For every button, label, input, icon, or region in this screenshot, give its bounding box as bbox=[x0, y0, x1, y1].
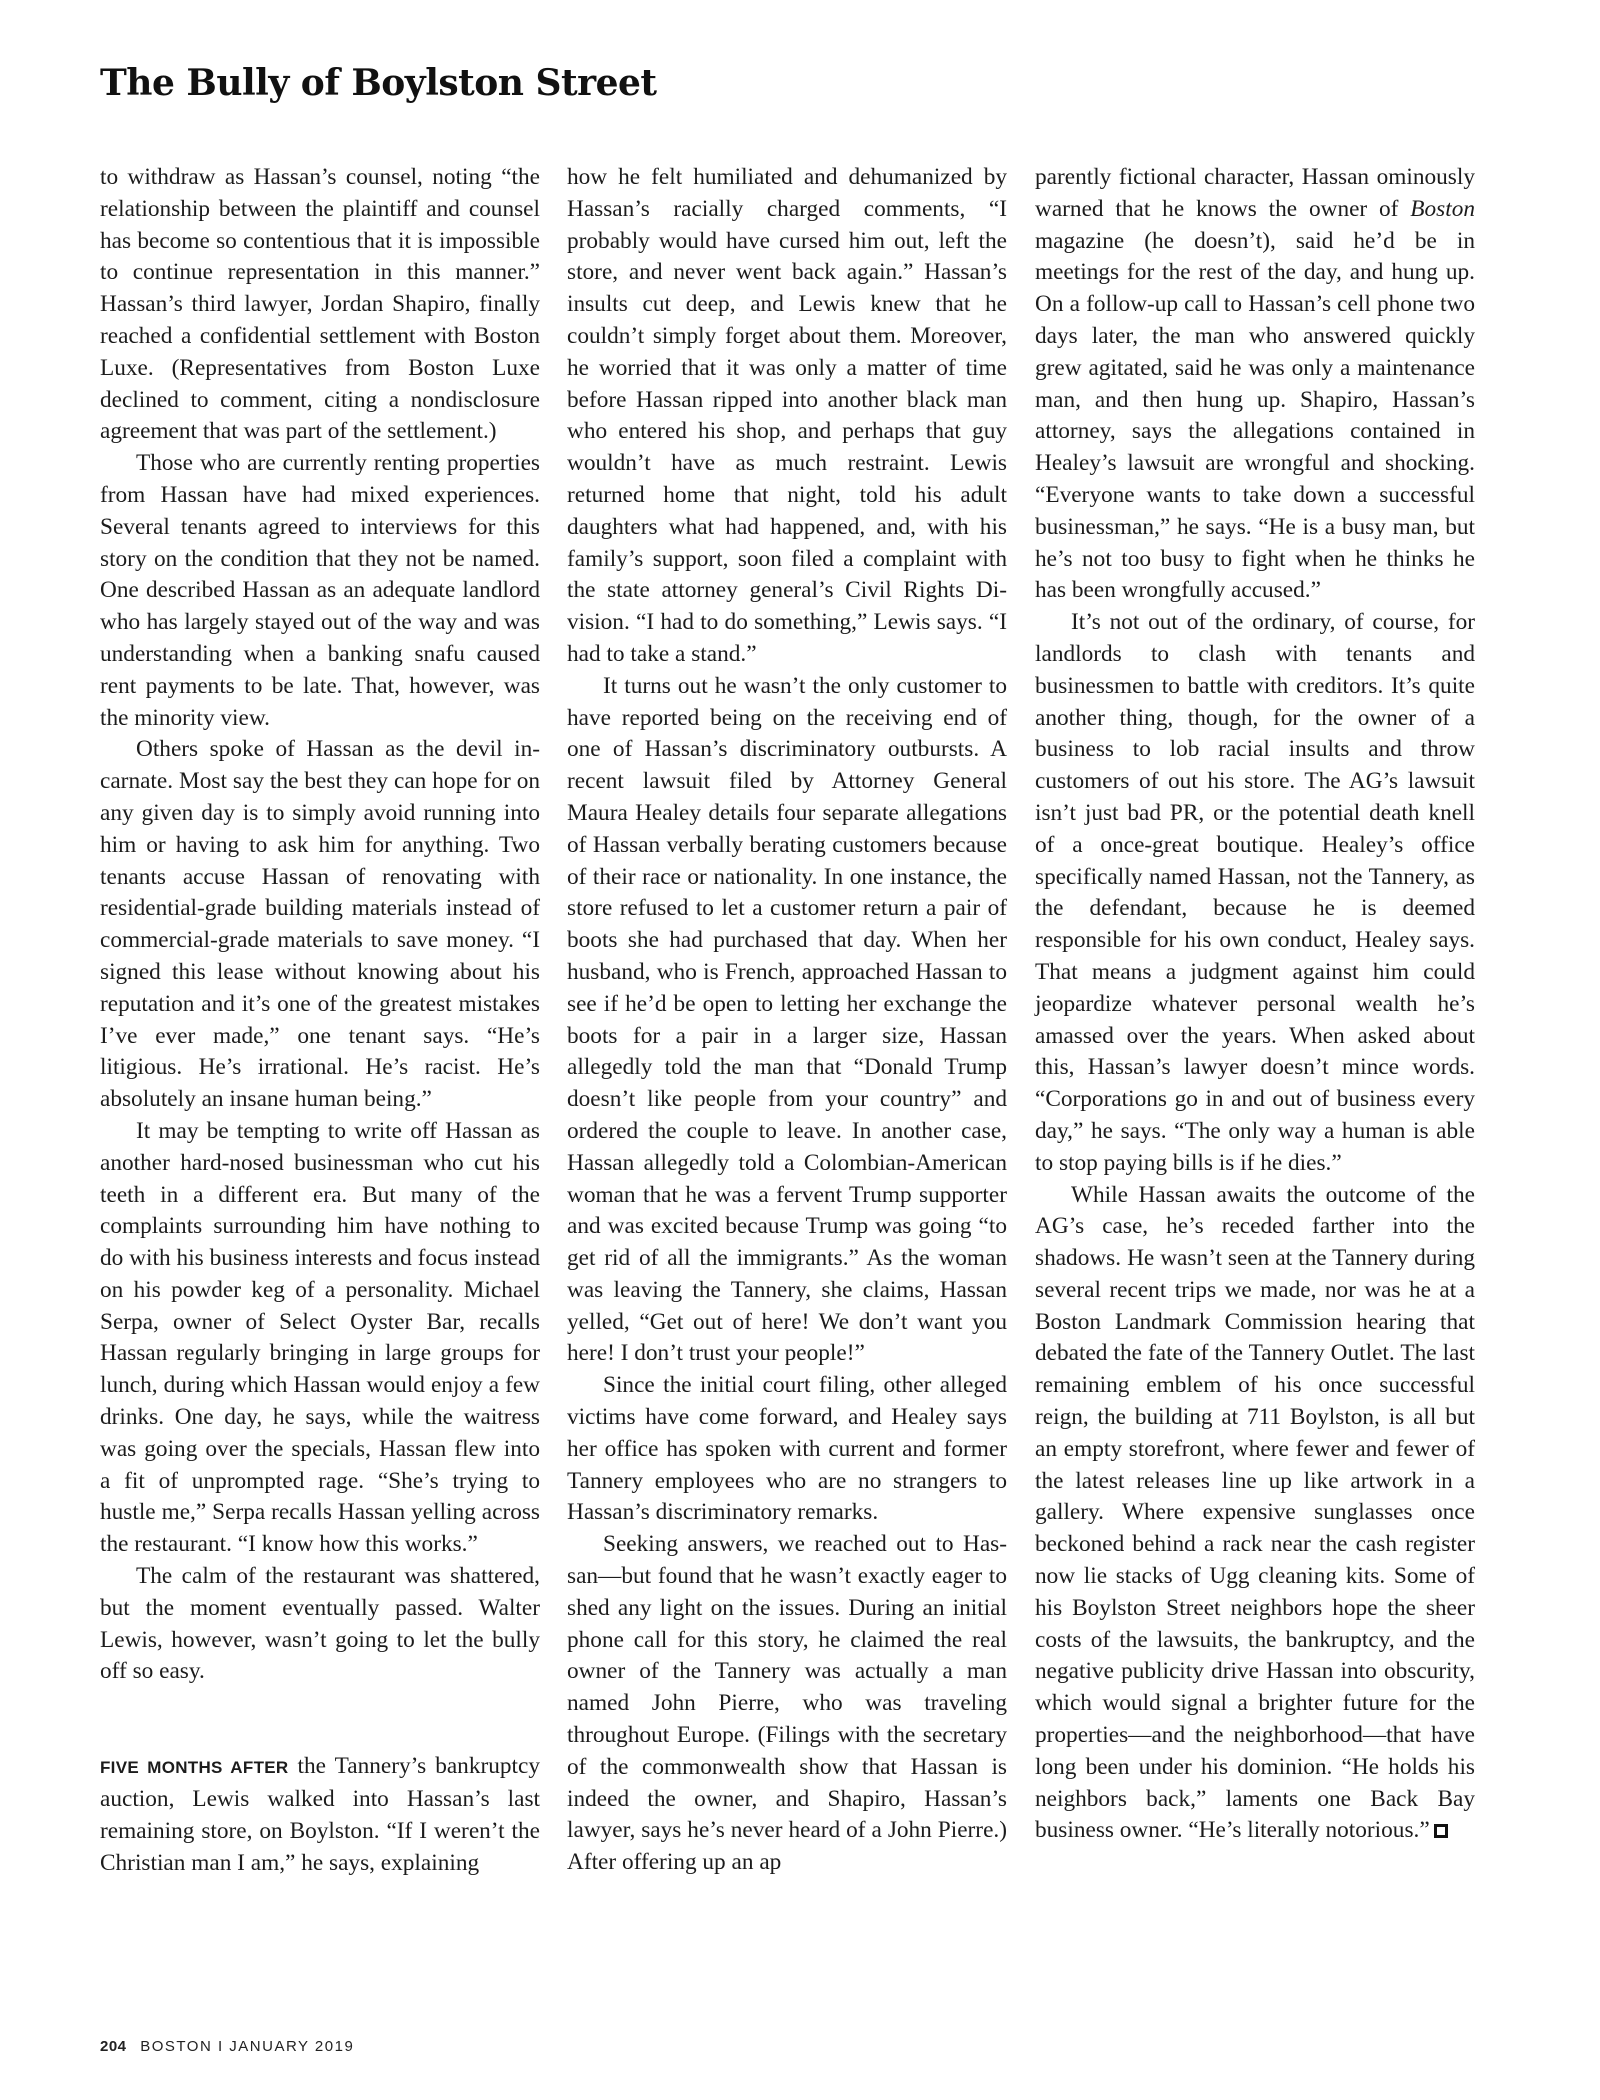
paragraph: Others spoke of Hassan as the devil incarnate. Most say the best they can hope for on any given day is to simply avoid running into him or having to ask him for anything. Two tenants accuse Hassan of renovating with residential-grade building materials instead of commercial-grade materials to save money. “I signed this lease without knowing about his reputation and it’s one of the greatest mistakes I’ve ever made,” one tenant says. “He’s litigious. He’s irrational. He’s racist. He’s absolutely an insane human being.” bbox=[100, 736, 540, 1113]
paragraph: It turns out he wasn’t the only customer to have reported being on the receiving end of one of Hassan’s discriminatory outbursts. A recent lawsuit filed by Attorney General Maura Healey details four separate allegations of Hassan verbally berating customers because of their race or nationality. In one instance, the store refused to let a customer return a pair of boots she had purchased that day. When her husband, who is French, approached Hassan to see if he’d be open to letting her exchange the boots for a pair in a larger size, Hassan allegedly told the man that “Donald Trump doesn’t like people from your country” and ordered the couple to leave. In another case, Hassan allegedly told a Colombian-American woman that he was a fervent Trump supporter and was excited because Trump was going “to get rid of all the immigrants.” As the woman was leaving the Tannery, she claims, Hassan yelled, “Get out of here! We don’t want you here! I don’t trust your people!” bbox=[567, 672, 1007, 1367]
paragraph: Since the initial court filing, other alleged victims have come forward, and Healey says her office has spoken with current and former Tannery employees who are no strangers to Hassan’s discriminatory remarks. bbox=[567, 1372, 1007, 1526]
paragraph: Seeking answers, we reached out to Hassan—but found that he wasn’t exactly eager to shed any light on the issues. During an initial phone call for this story, he claimed the real owner of the Tannery was actually a man named John Pierre, who was traveling throughout Europe. (Filings with the secretary of the commonwealth show that Hassan is indeed the owner, and Shapiro, Hassan’s lawyer, says he’s never heard of a John Pierre.) After offering up an ap bbox=[567, 1531, 1007, 1876]
section-lead-in: FIVE MONTHS AFTER bbox=[100, 1758, 289, 1778]
paragraph: to withdraw as Hassan’s counsel, noting “the relationship between the plaintiff and counsel has become so contentious that it is impossible to continue representation in this manner.” Hassan’s third lawyer, Jordan Shapiro, finally reached a confidential settlement with Boston Luxe. (Representatives from Boston Luxe declined to comment, citing a nondisclosure agreement that was part of the settlement.) bbox=[100, 164, 540, 445]
paragraph: It’s not out of the ordinary, of course, for landlords to clash with tenants and businessmen to battle with creditors. It’s quite another thing, though, for the owner of a business to lob racial insults and throw customers of out his store. The AG’s lawsuit isn’t just bad PR, or the potential death knell of a once-great boutique. Healey’s office specifically named Hassan, not the Tannery, as the defendant, because he is deemed responsible for his own conduct, Healey says. That means a judgment against him could jeopardize whatever personal wealth he’s amassed over the years. When asked about this, Hassan’s lawyer doesn’t mince words. “Corporations go in and out of business every day,” he says. “The only way a human is able to stop paying bills is if he dies.” bbox=[1035, 609, 1475, 1176]
paragraph-text: While Hassan awaits the outcome of the AG’s case, he’s receded farther into the shadows. He wasn’t seen at the Tannery during several recent trips we made, nor was he at a Boston Landmark Commission hearing that debated the fate of the Tannery Outlet. The last remaining emblem of his once successful reign, the building at 711 Boylston, is all but an empty storefront, where fewer and fewer of the latest releases line up like artwork in a gallery. Where expensive sunglasses once beckoned behind a rack near the cash register now lie stacks of Ugg cleaning kits. Some of his Boylston Street neighbors hope the sheer costs of the lawsuits, the bankruptcy, and the negative publicity drive Hassan into obscurity, which would signal a brighter future for the properties—and the neighborhood—that have long been under his dominion. “He holds his neighbors back,” laments one Back Bay business owner. “He’s literally notorious.” bbox=[1035, 1181, 1475, 1844]
section-text: the Tannery’s bankruptcy auction, Lewis walked into Hassan’s last remaining store, on Boylston. “If I weren’t the Christian man I am,” he says, explaining bbox=[100, 1753, 541, 1876]
paragraph-text: magazine (he doesn’t), said he’d be in meetings for the rest of the day, and hung up. On a follow-up call to Hassan’s cell phone two days later, the man who answered quickly grew agitated, said he was only a maintenance man, and then hung up. Shapiro, Hassan’s attorney, says the allegations contained in Healey’s lawsuit are wrongful and shocking. “Everyone wants to take down a successful businessman,” he says. “He is a busy man, but he’s not too busy to fight when he thinks he has been wrongfully accused.” bbox=[1035, 227, 1475, 604]
paragraph bbox=[1035, 1180, 1475, 1848]
page-number: 204 bbox=[100, 2038, 127, 2055]
paragraph: The calm of the restaurant was shattered, but the moment eventually passed. Walter Lewis, however, wasn’t going to let the bully off so easy. bbox=[100, 1563, 540, 1685]
page-footer bbox=[100, 2038, 354, 2055]
paragraph-text: parently fictional character, Hassan ominously warned that he knows the owner of bbox=[1035, 164, 1475, 222]
footer-separator: I bbox=[217, 2038, 224, 2055]
issue-date: JANUARY 2019 bbox=[229, 2038, 355, 2055]
section-paragraph bbox=[100, 1751, 540, 1879]
article-column-3 bbox=[1035, 162, 1475, 1847]
page-title: The Bully of Boylston Street bbox=[100, 62, 657, 104]
magazine-name: Boston bbox=[1410, 195, 1475, 222]
end-mark-icon bbox=[1434, 1824, 1448, 1838]
paragraph bbox=[1035, 162, 1475, 607]
article-column-2 bbox=[567, 162, 1007, 1879]
paragraph: how he felt humiliated and dehumanized by Hassan’s racially charged comments, “I probably would have cursed him out, left the store, and never went back again.” Hassan’s insults cut deep, and Lewis knew that he couldn’t simply forget about them. Moreover, he worried that it was only a matter of time before Hassan ripped into another black man who entered his shop, and perhaps that guy wouldn’t have as much restraint. Lewis returned home that night, told his adult daughters what had happened, and, with his family’s support, soon filed a complaint with the state attorney general’s Civil Rights Division. “I had to do something,” Lewis says. “I had to take a stand.” bbox=[567, 164, 1007, 667]
paragraph: It may be tempting to write off Hassan as another hard-nosed businessman who cut his teeth in a different era. But many of the complaints surrounding him have nothing to do with his business interests and focus instead on his powder keg of a personality. Michael Serpa, owner of Select Oyster Bar, recalls Hassan regularly bringing in large groups for lunch, during which Hassan would enjoy a few drinks. One day, he says, while the waitress was going over the specials, Hassan flew into a fit of unprompted rage. “She’s trying to hustle me,” Serpa recalls Hassan yelling across the restaurant. “I know how this works.” bbox=[100, 1117, 540, 1558]
paragraph: Those who are currently renting properties from Hassan have had mixed experiences. Several tenants agreed to interviews for this story on the condition that they not be named. One described Hassan as an adequate landlord who has largely stayed out of the way and was understanding when a banking snafu caused rent payments to be late. That, however, was the minority view. bbox=[100, 450, 540, 731]
article-column-1 bbox=[100, 162, 540, 1879]
publication-name: BOSTON bbox=[140, 2038, 213, 2055]
